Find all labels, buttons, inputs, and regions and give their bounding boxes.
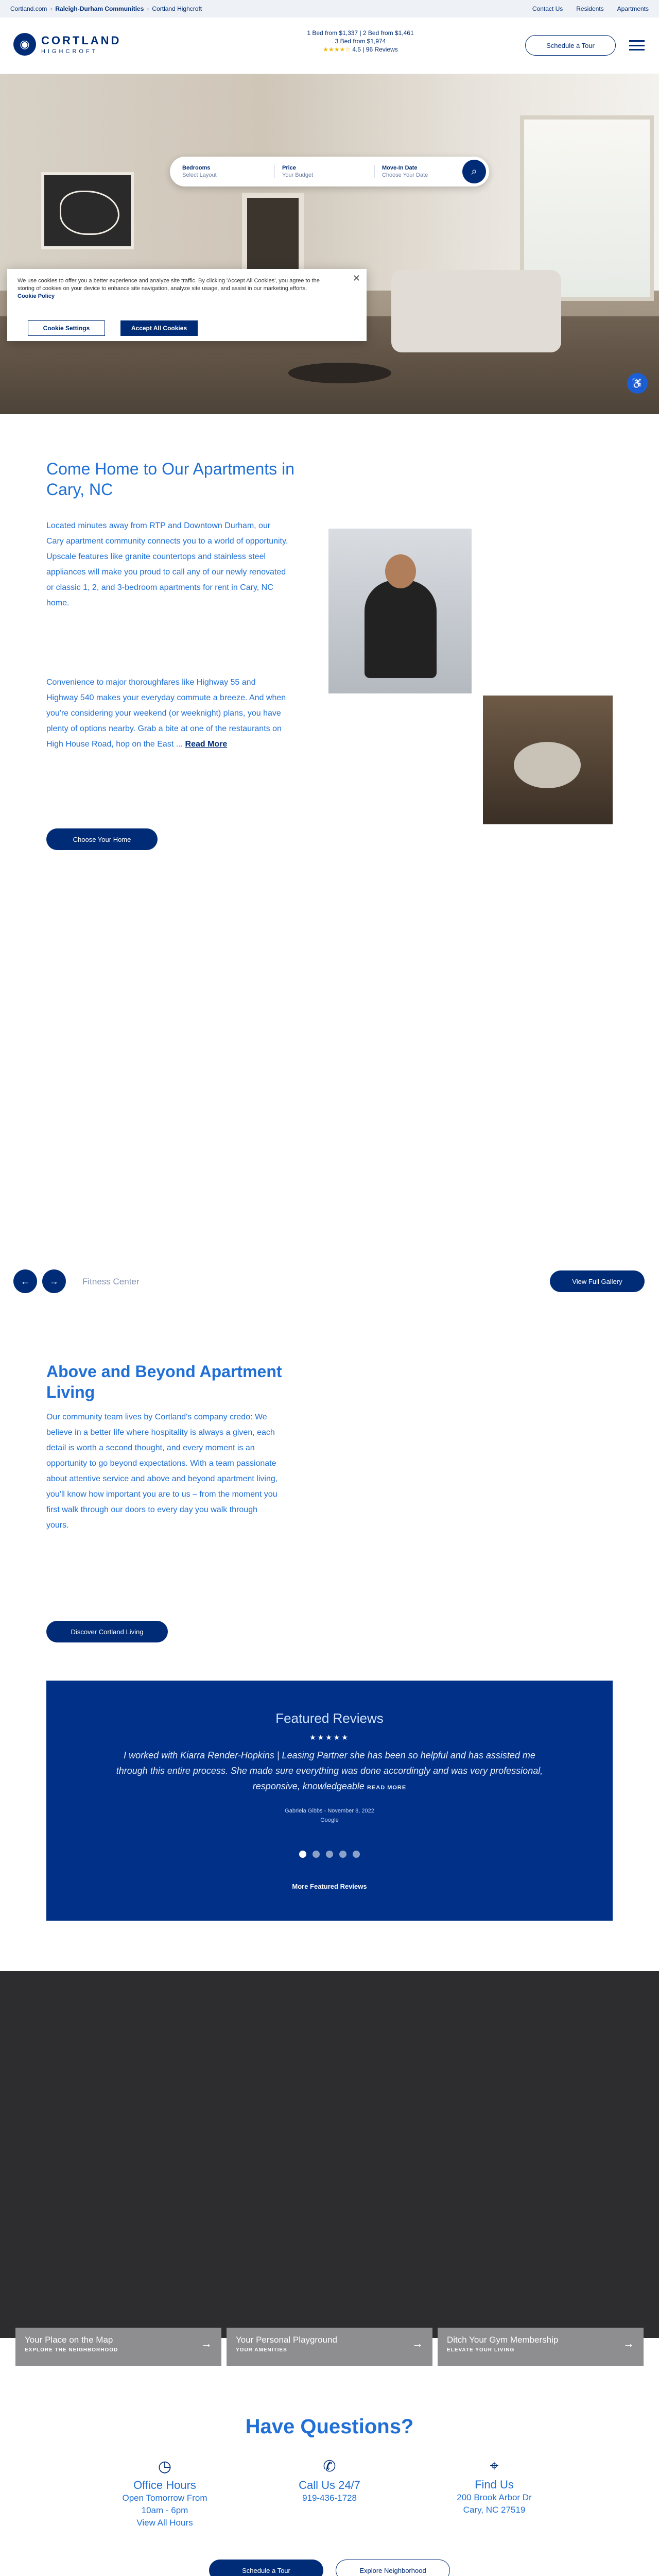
featured-reviews [46,1681,613,1921]
logo[interactable] [13,33,121,56]
price-select[interactable]: Price Your Budget [282,165,375,178]
gallery-prev-icon[interactable]: ← [13,1269,37,1293]
brand-name: CORTLAND [41,34,122,47]
arrow-right-icon: → [201,2337,212,2350]
review-quote: I worked with Kiarra Render-Hopkins | Leasing Partner she has been so helpful and has assisted me through this entire process. She made sure everything was done accordingly and was very professional, responsive, knowledgeable READ MORE [116,1750,543,1791]
phone-icon: ✆ [323,2458,336,2475]
view-full-gallery-button[interactable]: View Full Gallery [550,1270,645,1292]
rating-summary[interactable]: 4.5 | 96 Reviews [352,46,398,53]
pricing-summary [268,29,453,54]
amenities-tab[interactable]: Your Personal Playground YOUR AMENITIES → [227,2328,432,2366]
resident-photo [328,529,472,693]
fitness-tab[interactable]: Ditch Your Gym Membership ELEVATE YOUR LIVING → [438,2328,644,2366]
find-us: ⌖ Find Us 200 Brook Arbor Dr Cary, NC 27519 [427,2458,561,2516]
explore-neighborhood-button[interactable]: Explore Neighborhood [336,2560,450,2576]
utility-bar [0,0,659,18]
map-icon: ⌖ [490,2458,499,2475]
discover-cortland-living-button[interactable]: Discover Cortland Living [46,1621,168,1642]
above-beyond-text: Our community team lives by Cortland's company credo: We believe in a better life where hospitality is always a given, each detail is worth a second thought, and every moment is an opportunity to go beyond expectations. With a team passionate about attentive service and above and beyond apartment living, you'll know how important you are to us – from the moment you first walk through our doors to every day you walk through yours. [46,1413,278,1530]
fireplace [242,193,304,275]
schedule-tour-button-2[interactable]: Schedule a Tour [209,2560,323,2576]
office-hours: ◷ Office Hours Open Tomorrow From 10am - 6pm View All Hours [98,2458,232,2529]
accept-cookies-button[interactable]: Accept All Cookies [120,320,198,336]
breadcrumb-current: Cortland Highcroft [152,5,202,12]
close-icon[interactable]: ✕ [352,273,360,283]
schedule-tour-button[interactable]: Schedule a Tour [525,35,616,56]
arrow-right-icon: → [623,2337,634,2350]
bedrooms-select[interactable]: Bedrooms Select Layout [182,165,275,178]
cookie-policy-link[interactable]: Cookie Policy [18,293,55,299]
breadcrumb-region[interactable]: Raleigh-Durham Communities [55,5,144,12]
neighborhood-map-band [0,1971,659,2338]
brand-subname: HIGHCROFT [41,48,98,55]
above-beyond-title: Above and Beyond Apartment Living [46,1362,282,1401]
review-stars-icon: ★★★★★ [309,1733,350,1741]
search-icon[interactable]: ⌕ [462,160,486,183]
choose-your-home-button[interactable]: Choose Your Home [46,828,158,850]
cookie-settings-button[interactable]: Cookie Settings [28,320,105,336]
hamburger-menu-icon[interactable] [629,40,645,50]
wall-art [41,172,134,249]
site-header [0,18,659,74]
intro-paragraph-1: Located minutes away from RTP and Downtown Durham, our Cary apartment community connects you to a world of opportunity. Upscale features like granite countertops and stainless steel appliances will make you proud to call any of our newly renovated or classic 1, 2, and 3-bedroom apartments for rent in Cary, NC home. [46,521,288,607]
review-author: Gabriela Gibbs - November 8, 2022 Google [285,1808,374,1823]
pricing-line-2: 3 Bed from $1,974 [335,38,386,45]
gallery-caption: Fitness Center [82,1277,140,1286]
review-read-more-link[interactable]: READ MORE [367,1785,407,1791]
review-carousel-dots[interactable] [46,1851,613,1858]
breadcrumb-separator: › [50,5,53,12]
breadcrumb-separator: › [147,5,149,12]
intro-title: Come Home to Our Apartments in Cary, NC [46,460,294,499]
more-reviews-link[interactable]: More Featured Reviews [292,1883,367,1890]
gallery-next-icon[interactable]: → [42,1269,66,1293]
utility-links [532,5,649,12]
address-link[interactable]: 200 Brook Arbor Dr [457,2493,532,2502]
phone-link[interactable]: 919-436-1728 [302,2493,357,2503]
contact-us-link[interactable]: Contact Us [532,5,563,12]
view-all-hours-link[interactable]: View All Hours [136,2518,193,2528]
cookie-banner [7,269,367,341]
pricing-line-1: 1 Bed from $1,337 | 2 Bed from $1,461 [307,29,414,37]
arrow-right-icon: → [412,2337,423,2350]
intro-paragraph-2: Convenience to major thoroughfares like Highway 55 and Highway 540 makes your everyday commute a breeze. And when you're considering your weekend (or weeknight) plans, you have plenty of options nearby. Grab a bite at one of the restaurants on High House Road, hop on the East ... Read More [46,678,286,749]
clock-icon: ◷ [158,2458,172,2475]
reviews-title: Featured Reviews [275,1710,384,1726]
read-more-link[interactable]: Read More [185,740,228,749]
breadcrumb [10,5,202,12]
rating-stars-icon: ★★★★☆ [323,46,351,53]
explore-neighborhood-tab[interactable]: Your Place on the Map EXPLORE THE NEIGHBORHOOD → [15,2328,221,2366]
logo-mark-icon: ◉ [13,33,36,56]
breadcrumb-home[interactable]: Cortland.com [10,5,47,12]
questions-title: Have Questions? [245,2415,414,2438]
apartments-link[interactable]: Apartments [617,5,649,12]
apartment-search-bar [170,157,489,187]
move-in-date-select[interactable]: Move-In Date Choose Your Date [382,165,475,178]
dog-photo [483,696,613,824]
call-us: ✆ Call Us 24/7 919-436-1728 [263,2458,396,2504]
residents-link[interactable]: Residents [576,5,604,12]
accessibility-icon[interactable]: ♿ [627,373,648,394]
cookie-text: We use cookies to offer you a better experience and analyze site traffic. By clicking 'Accept All Cookies', you agree to the storing of cookies on your device to enhance site navigation, analyze site usage, and assist in our marketing efforts. Cookie Policy [18,278,320,299]
hero-image [0,74,659,414]
